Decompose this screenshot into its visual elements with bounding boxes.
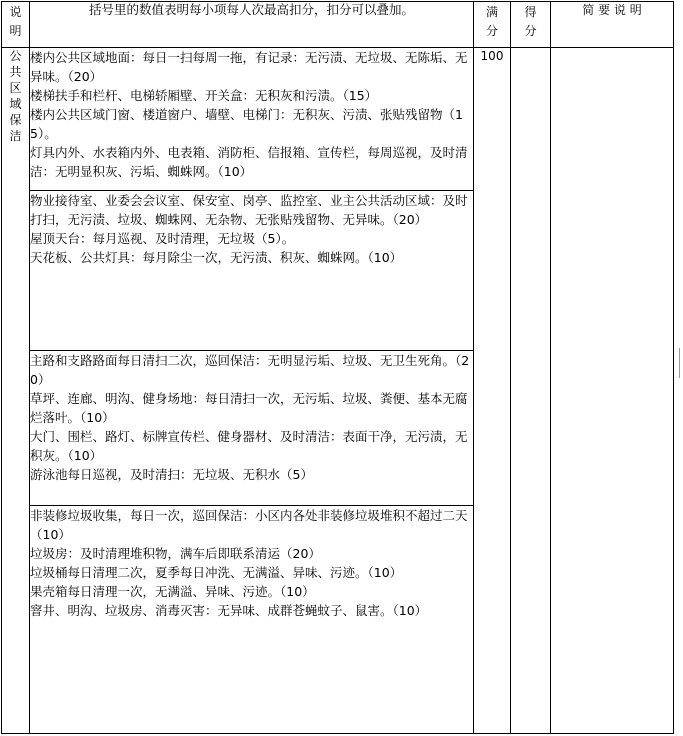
header-score: 得 分 [511, 2, 551, 48]
header-brief: 简 要 说 明 [551, 2, 674, 48]
brief-note-cell[interactable] [551, 48, 674, 734]
section-content [30, 351, 474, 506]
list-item: 楼内公共区域门窗、楼道窗户、墙壁、电梯门：无积灰、污渍、张贴残留物（15）。 [30, 107, 463, 141]
inspection-table [1, 1, 674, 734]
list-item: 楼梯扶手和栏杆、电梯轿厢壁、开关盒：无积灰和污渍。（15） [30, 88, 378, 103]
list-item: 物业接待室、业委会会议室、保安室、岗亭、监控室、业主公共活动区域：及时打扫，无污渍、垃圾、蜘蛛网、无杂物、无张贴残留物、无异味。（20） [30, 193, 468, 227]
list-item: 主路和支路路面每日清扫二次，巡回保洁：无明显污垢、垃圾、无卫生死角。（20） [30, 353, 470, 387]
header-main: 括号里的数值表明每小项每人次最高扣分，扣分可以叠加。 [30, 2, 474, 48]
list-item: 垃圾桶每日清理二次，夏季每日冲洗、无满溢、异味、污迹。（10） [30, 565, 403, 580]
section-content [30, 48, 474, 191]
list-item: 楼内公共区域地面：每日一扫每周一拖，有记录：无污渍、无垃圾、无陈垢、无异味。（20） [30, 50, 468, 84]
list-item: 草坪、连廊、明沟、健身场地：每日清扫一次，无污垢、垃圾、粪便、基本无腐烂落叶。（10） [30, 391, 468, 425]
section-content [30, 191, 474, 351]
header-full-score: 满 分 [474, 2, 511, 48]
list-item: 游泳池每日巡视，及时清扫：无垃圾、无积水（5） [30, 467, 313, 482]
list-item: 灯具内外、水表箱内外、电表箱、消防柜、信报箱、宣传栏，每周巡视，及时清洁：无明显积灰、污垢、蜘蛛网。（10） [30, 145, 468, 179]
category-cell: 公 共 区 域 保 洁 [2, 48, 30, 734]
full-score-cell: 100 [474, 48, 511, 734]
list-item: 窨井、明沟、垃圾房、消毒灭害：无异味、成群苍蝇蚊子、鼠害。（10） [30, 603, 428, 618]
section-row [2, 48, 674, 191]
list-item: 果壳箱每日清理一次，无满溢、异味、污迹。（10） [30, 584, 315, 599]
section-content [30, 506, 474, 734]
header-note: 说 明 [2, 2, 30, 48]
list-item: 天花板、公共灯具：每月除尘一次，无污渍、积灰、蜘蛛网。（10） [30, 250, 403, 265]
page-edge-divider [679, 348, 680, 378]
list-item: 非装修垃圾收集，每日一次，巡回保洁：小区内各处非装修垃圾堆积不超过二天（10） [30, 508, 468, 542]
list-item: 屋顶天台：每月巡视、及时清理，无垃圾（5）。 [30, 231, 295, 246]
header-row [2, 2, 674, 48]
list-item: 垃圾房：及时清理堆积物，满车后即联系清运（20） [30, 546, 321, 561]
score-cell[interactable] [511, 48, 551, 734]
list-item: 大门、围栏、路灯、标牌宣传栏、健身器材、及时清洁：表面干净，无污渍，无积灰。（10） [30, 429, 468, 463]
